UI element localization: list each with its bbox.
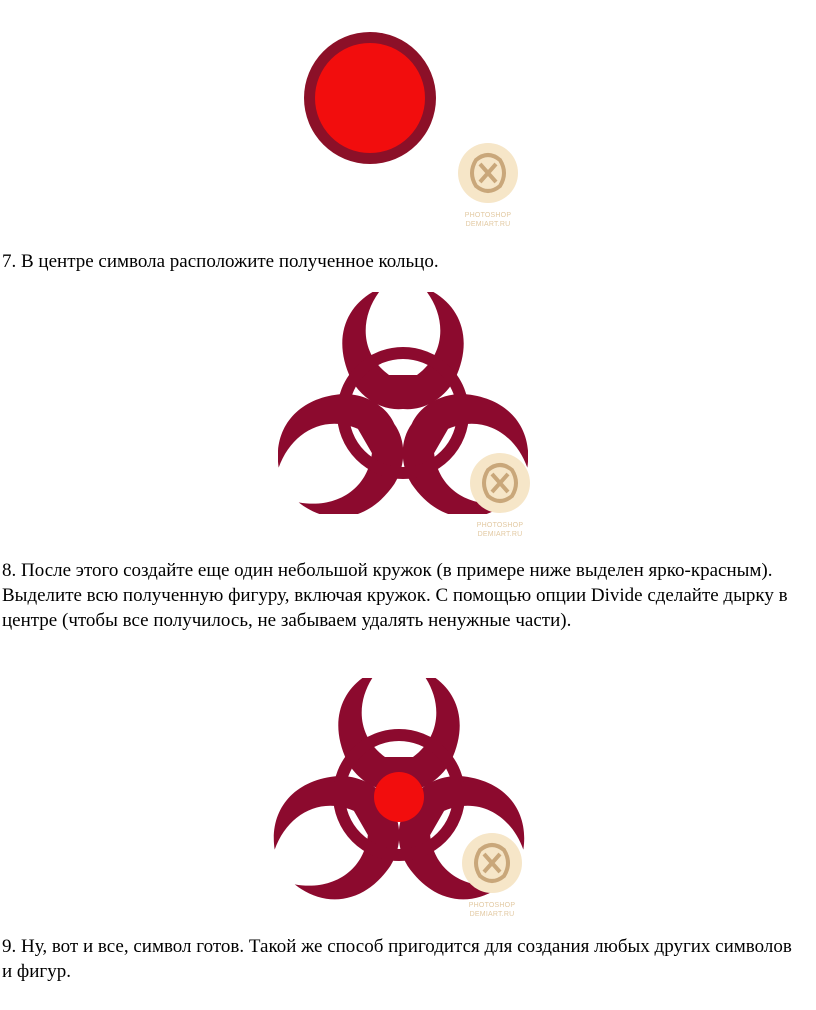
watermark-logo xyxy=(450,140,526,229)
watermark-logo xyxy=(462,450,538,539)
step-9-text: 9. Ну, вот и все, символ готов. Такой же способ пригодится для создания любых других символов и фигур. xyxy=(2,936,792,982)
watermark-text: PHOTOSHOP DEMIART.RU xyxy=(476,522,524,538)
watermark-emblem-icon xyxy=(454,830,530,896)
watermark-text: PHOTOSHOP DEMIART.RU xyxy=(464,212,512,228)
red-ring-illustration xyxy=(300,28,440,168)
watermark-emblem-icon xyxy=(450,140,526,206)
step-7-text: 7. В центре символа расположите полученное кольцо. xyxy=(2,251,439,272)
watermark-text: PHOTOSHOP DEMIART.RU xyxy=(468,902,516,918)
watermark-logo xyxy=(454,830,530,919)
step-8-text: 8. После этого создайте еще один небольшой кружок (в примере ниже выделен ярко-красным). Выделите всю полученную фигуру, включая кружок. С помощью опции Divide сделайте дырку в центре (чтобы все получилось, не забываем удалять ненужные части). xyxy=(2,560,788,631)
watermark-emblem-icon xyxy=(462,450,538,516)
